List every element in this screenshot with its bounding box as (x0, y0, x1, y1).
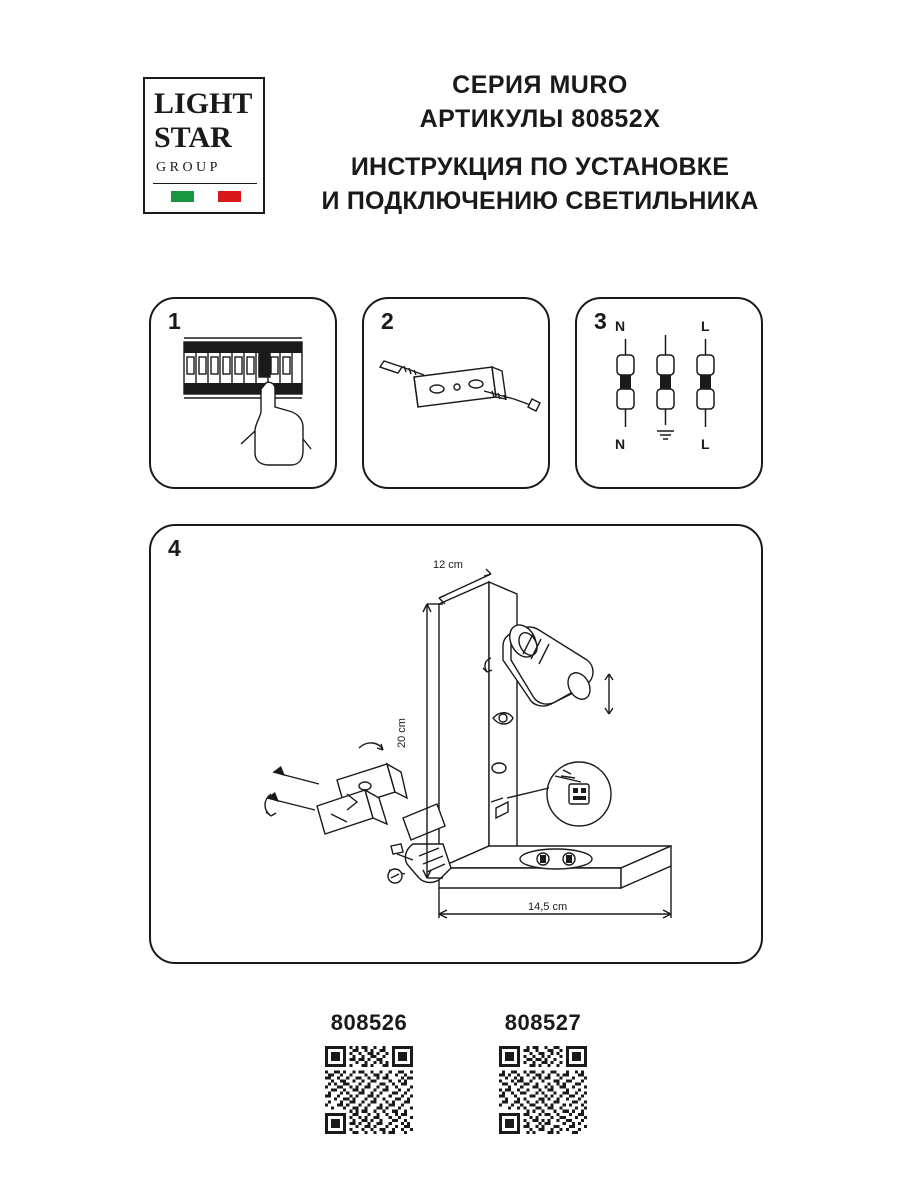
brand-logo (143, 77, 265, 214)
header-text-block (300, 68, 780, 218)
brand-logo-divider (153, 183, 257, 184)
brand-logo-line3: GROUP (156, 160, 221, 175)
qr-code-808526 (325, 1046, 413, 1134)
terminal-label-l-bottom: L (701, 436, 710, 452)
dimension-depth-label: 12 cm (433, 559, 463, 571)
step-number-4: 4 (168, 535, 181, 561)
product-code-block-1 (304, 1010, 434, 1134)
step-number-3: 3 (594, 308, 607, 334)
dimension-height-label: 20 cm (396, 718, 408, 748)
luminaire-assembly-illustration (151, 526, 765, 966)
product-code-block-2 (478, 1010, 608, 1134)
instruction-title-line2: И ПОДКЛЮЧЕНИЮ СВЕТИЛЬНИКА (321, 187, 759, 215)
product-code-label-1: 808526 (330, 1010, 408, 1035)
dimension-width-label: 14,5 cm (528, 901, 568, 913)
series-label: СЕРИЯ MURO (452, 71, 628, 99)
step-number-2: 2 (381, 308, 394, 334)
step-panel-3 (575, 297, 763, 489)
brand-logo-line2: STAR (154, 121, 232, 154)
instruction-title-line1: ИНСТРУКЦИЯ ПО УСТАНОВКЕ (350, 153, 730, 181)
document-header (0, 0, 912, 250)
qr-code-section (0, 1010, 912, 1134)
terminal-label-n-bottom: N (615, 436, 626, 452)
step-panel-1 (149, 297, 337, 489)
step-number-1: 1 (168, 308, 181, 334)
qr-code-808527 (499, 1046, 587, 1134)
product-code-label-2: 808527 (504, 1010, 582, 1035)
step-panel-2 (362, 297, 550, 489)
step-panel-4 (149, 524, 763, 964)
italian-flag-icon (171, 191, 241, 202)
terminal-label-n-top: N (615, 318, 626, 334)
brand-logo-line1: LIGHT (154, 87, 253, 120)
articles-label: АРТИКУЛЫ 80852X (419, 105, 661, 133)
terminal-label-l-top: L (701, 318, 710, 334)
